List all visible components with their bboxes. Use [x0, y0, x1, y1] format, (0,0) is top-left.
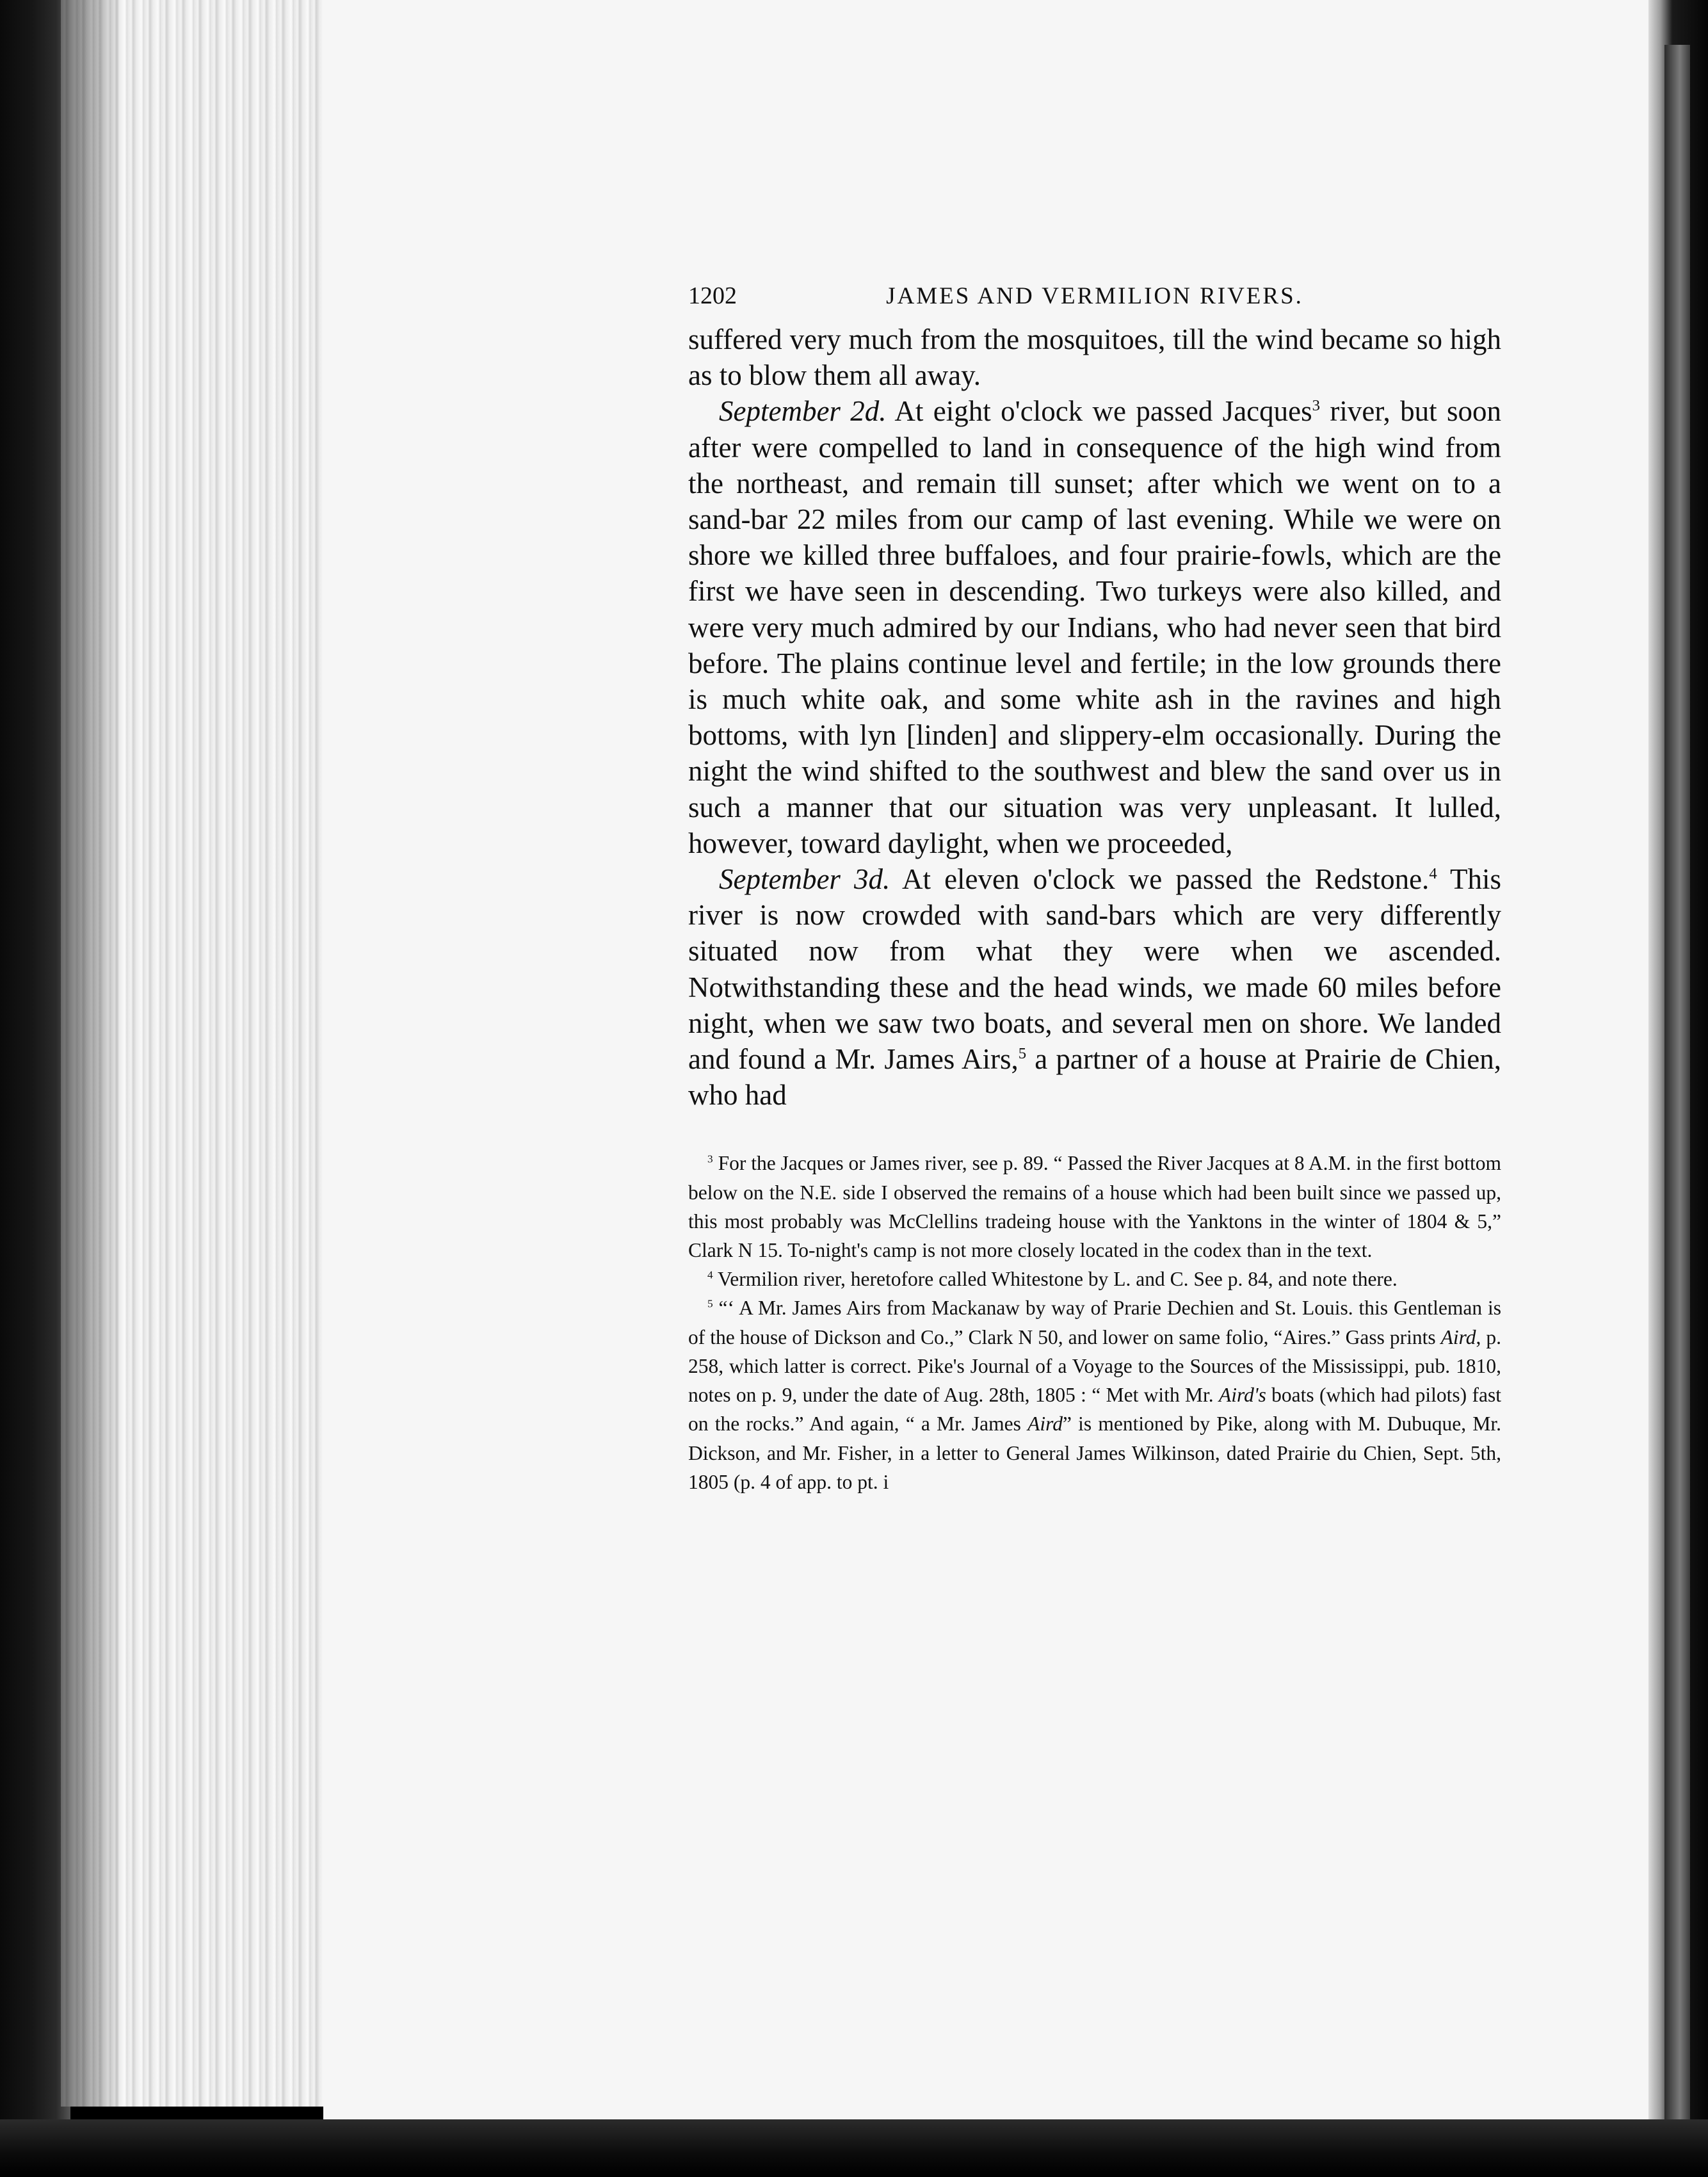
paragraph-text: river, but soon after were compelled to land in consequence of the high wind from the northeast, and remain till sunset; after which we went on to a sand-bar 22 miles from our camp of last evening. While we were on shore we killed three buffaloes, and four prairie-fowls, which are the first we have seen in descending. Two turkeys were also killed, and were very much admired by our Indians, who had never seen that bird before. The plains continue level and fertile; in the low grounds there is much white oak, and some white ash in the ravines and high bottoms, with lyn [linden] and slippery-elm occasionally. During the night the wind shifted to the southwest and blew the sand over us in such a manner that our situation was very unpleasant. It lulled, however, toward daylight, when we proceeded,	[688, 395, 1501, 859]
footnote-ref-4: 4	[1429, 865, 1437, 883]
book-binding	[0, 0, 70, 2177]
footnote-italic: Aird's	[1219, 1384, 1266, 1407]
date-september-2: September 2d.	[719, 395, 887, 428]
date-september-3: September 3d.	[719, 863, 890, 896]
footnote-mark-3: 3	[707, 1153, 713, 1165]
footnote-italic: Aird	[1027, 1412, 1063, 1436]
footnote-text: “‘ A Mr. James Airs from Mackanaw by way of Prarie Dechien and St. Louis. this Gentleman is of the house of Dickson and Co.,” Clark N 50, and lower on same folio, “Aires.” Gass prints	[688, 1297, 1501, 1348]
page-text-block	[688, 282, 1501, 1496]
bottom-shadow	[0, 2119, 1708, 2177]
paragraph-september-2	[688, 393, 1501, 861]
footnote-3	[688, 1149, 1501, 1265]
footnote-text: Vermilion river, heretofore called Whitestone by L. and C. See p. 84, and note there.	[713, 1268, 1398, 1291]
right-page-curl	[1664, 45, 1690, 2119]
paragraph-text: This river is now crowded with sand-bars which are very differently situated now from what they were when we ascended. Notwithstanding these and the head winds, we made 60 miles before night, when we saw two boats, and several men on shore. We landed and found a Mr. James Airs,	[688, 863, 1501, 1076]
paragraph-text: At eight o'clock we passed Jacques	[886, 395, 1312, 428]
footnote-text: , p. 258, which latter is correct. Pike's Journal of a Voyage to the Sources of the Mississippi, pub. 1810, notes on p. 9, under the date of Aug. 28th, 1805 : “ Met with Mr.	[688, 1325, 1501, 1407]
running-head	[688, 282, 1501, 310]
page-edges-shadow	[61, 0, 118, 2107]
footnotes	[688, 1149, 1501, 1496]
footnote-mark-4: 4	[707, 1268, 713, 1281]
footnote-italic: Aird	[1440, 1325, 1476, 1348]
footnote-4	[688, 1265, 1501, 1293]
body-text	[688, 321, 1501, 1113]
footnote-text: boats (which had pilots) fast on the rocks.” And again, “ a Mr. James	[688, 1384, 1501, 1436]
paragraph-text: a partner of a house at Prairie de Chien, who had	[688, 1043, 1501, 1112]
footnote-mark-5: 5	[707, 1297, 713, 1310]
page-number: 1202	[688, 282, 737, 309]
footnote-text: For the Jacques or James river, see p. 89. “ Passed the River Jacques at 8 A.M. in the first bottom below on the N.E. side I observed the remains of a house which had been built since we passed up, this most probably was McClellins tradeing house with the Yanktons in the winter of 1804 & 5,” Clark N 15. To-night's camp is not more closely located in the codex than in the text.	[688, 1152, 1501, 1262]
paragraph-september-3	[688, 861, 1501, 1113]
footnote-ref-5: 5	[1018, 1045, 1027, 1063]
paragraph-1: suffered very much from the mosquitoes, till the wind became so high as to blow them all away.	[688, 323, 1501, 392]
running-title: JAMES AND VERMILION RIVERS.	[886, 283, 1303, 309]
footnote-ref-3: 3	[1312, 397, 1321, 415]
footnote-text: ” is mentioned by Pike, along with M. Dubuque, Mr. Dickson, and Mr. Fisher, in a letter to General James Wilkinson, dated Prairie du Chien, Sept. 5th, 1805 (p. 4 of app. to pt. i	[688, 1412, 1501, 1493]
footnote-5	[688, 1293, 1501, 1496]
paragraph-text: At eleven o'clock we passed the Redstone.	[890, 863, 1430, 896]
